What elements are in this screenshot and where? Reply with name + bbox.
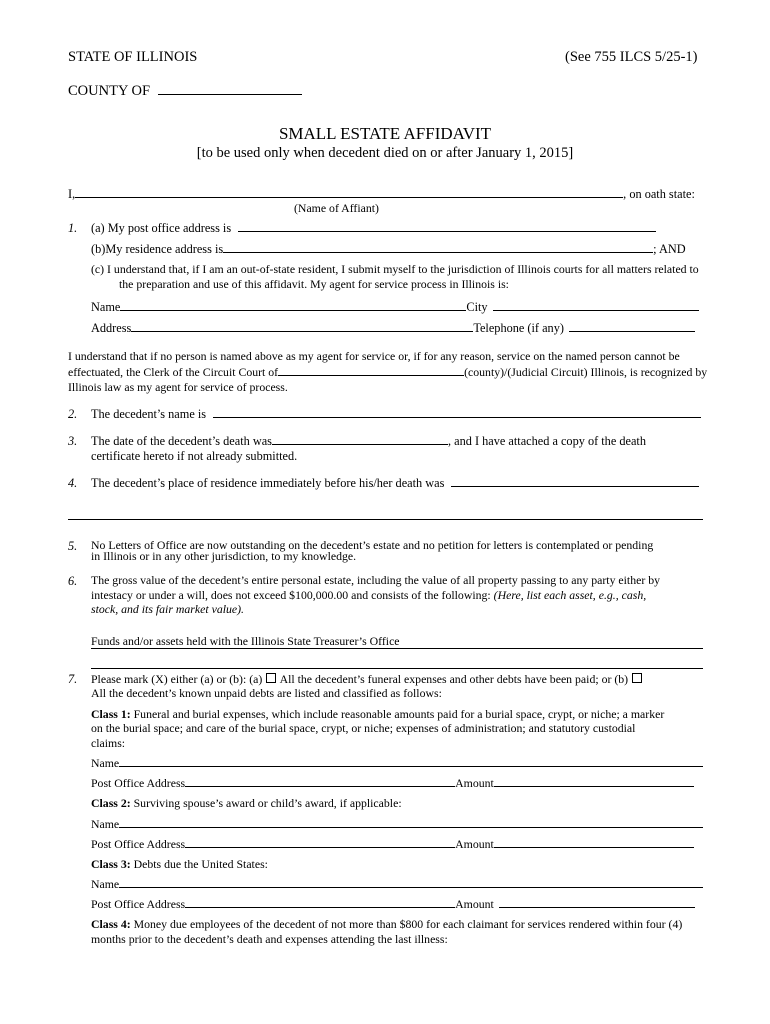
death-certificate-text: , and I have attached a copy of the death xyxy=(447,434,646,448)
class-2-amount-label: Amount xyxy=(455,837,494,851)
agent-address-label: Address xyxy=(91,321,132,335)
class-3-address-line xyxy=(91,899,695,911)
judicial-circuit-text: (county)/(Judicial Circuit) Illinois, is recognized by xyxy=(464,365,708,379)
clerk-text: effectuated, the Clerk of the Circuit Court of xyxy=(68,365,279,379)
class-2-name-field[interactable] xyxy=(119,827,703,828)
assets-line-2[interactable] xyxy=(91,668,703,669)
agent-name-label: Name xyxy=(91,300,121,314)
agent-address-line xyxy=(91,322,695,334)
class-2-label: Class 2: xyxy=(91,796,131,810)
affiant-prefix: I, xyxy=(68,187,76,201)
item-1-number: 1. xyxy=(68,221,78,235)
class-2-name-line xyxy=(91,819,703,831)
class-2-text: Surviving spouse’s award or child’s award, if applicable: xyxy=(130,796,402,810)
item-5-line2: in Illinois or in any other jurisdiction, to my knowledge. xyxy=(91,549,357,563)
item-2-line xyxy=(91,408,701,420)
item-5-number: 5. xyxy=(68,539,78,553)
county-field[interactable] xyxy=(158,94,302,95)
class-1-address-label: Post Office Address xyxy=(91,776,186,790)
item-4-number: 4. xyxy=(68,476,78,490)
item-1c-line2: the preparation and use of this affidavit. My agent for service process in Illinois is: xyxy=(119,277,509,291)
clerk-county-field[interactable] xyxy=(278,375,464,376)
class-2-amount-field[interactable] xyxy=(494,847,694,848)
county-label: COUNTY OF xyxy=(68,83,151,99)
county-line xyxy=(68,84,302,99)
state-heading: STATE OF ILLINOIS xyxy=(68,49,198,65)
class-4-line1 xyxy=(91,919,682,931)
decedent-name-label: The decedent’s name is xyxy=(91,407,207,421)
item-6-number: 6. xyxy=(68,574,78,588)
item-7-line1 xyxy=(91,673,643,686)
affiant-line xyxy=(68,188,695,200)
class-3-name-label: Name xyxy=(91,877,120,891)
agent-telephone-field[interactable] xyxy=(569,331,695,332)
class-1-line2: on the burial space; and care of the burial space, crypt, or niche; expenses of administration; and statutory custodial xyxy=(91,721,636,735)
agent-telephone-label: Telephone (if any) xyxy=(473,321,564,335)
post-office-address-field[interactable] xyxy=(238,231,656,232)
mark-instruction: Please mark (X) either (a) or (b): (a) xyxy=(91,672,263,686)
class-1-amount-label: Amount xyxy=(455,776,494,790)
class-2-name-label: Name xyxy=(91,817,120,831)
item-2-number: 2. xyxy=(68,407,78,421)
item-6-text: intestacy or under a will, does not exceed $100,000.00 and consists of the following: xyxy=(91,588,494,602)
item-3-number: 3. xyxy=(68,434,78,448)
class-2-address-field[interactable] xyxy=(185,847,455,848)
item-3-line1 xyxy=(91,435,646,447)
class-4-text: Money due employees of the decedent of not more than $800 for each claimant for services rendered within four (4) xyxy=(130,917,683,931)
item-7-line2: All the decedent’s known unpaid debts are listed and classified as follows: xyxy=(91,686,442,700)
residence-before-death-label: The decedent’s place of residence immediately before his/her death was xyxy=(91,476,445,490)
class-4-line2: months prior to the decedent’s death and expenses attending the last illness: xyxy=(91,932,448,946)
class-1-address-line xyxy=(91,778,694,790)
decedent-name-field[interactable] xyxy=(213,417,701,418)
option-a-checkbox[interactable] xyxy=(266,673,276,683)
class-2-address-label: Post Office Address xyxy=(91,837,186,851)
item-1c-line1: (c) I understand that, if I am an out-of-state resident, I submit myself to the jurisdiction of Illinois courts for all matters related to xyxy=(91,262,699,276)
class-3-text: Debts due the United States: xyxy=(130,857,268,871)
class-1-text: Funeral and burial expenses, which include reasonable amounts paid for a burial space, crypt, or niche; a marker xyxy=(130,707,665,721)
item-6-line3: stock, and its fair market value). xyxy=(91,602,245,616)
residence-and: ; AND xyxy=(653,242,686,256)
affiant-name-field[interactable] xyxy=(75,197,623,198)
form-title: SMALL ESTATE AFFIDAVIT xyxy=(278,124,492,143)
agent-paragraph-line3: Illinois law as my agent for service of process. xyxy=(68,380,288,394)
class-3-line xyxy=(91,859,268,871)
residence-address-field[interactable] xyxy=(223,252,653,253)
item-7-number: 7. xyxy=(68,672,78,686)
class-1-label: Class 1: xyxy=(91,707,131,721)
affiant-caption: (Name of Affiant) xyxy=(294,201,379,215)
item-1a-line xyxy=(91,222,656,234)
class-3-address-label: Post Office Address xyxy=(91,897,186,911)
agent-name-field[interactable] xyxy=(120,310,466,311)
class-1-name-label: Name xyxy=(91,756,120,770)
residence-before-death-field[interactable] xyxy=(451,486,699,487)
option-b-checkbox[interactable] xyxy=(632,673,642,683)
class-3-address-field[interactable] xyxy=(185,907,455,908)
agent-paragraph-line1: I understand that if no person is named above as my agent for service or, if for any reason, service on the named person cannot be xyxy=(68,349,680,363)
class-3-name-field[interactable] xyxy=(119,887,703,888)
class-3-label: Class 3: xyxy=(91,857,131,871)
option-a-text: All the decedent’s funeral expenses and other debts have been paid; or (b) xyxy=(279,672,629,686)
item-6-line1: The gross value of the decedent’s entire personal estate, including the value of all property passing to any party either by xyxy=(91,573,661,587)
state-treasurer-funds: Funds and/or assets held with the Illinois State Treasurer’s Office xyxy=(91,634,400,648)
affiant-suffix: , on oath state: xyxy=(623,187,695,201)
agent-city-label: City xyxy=(466,300,488,314)
item-4-line xyxy=(91,477,699,489)
class-3-amount-label: Amount xyxy=(455,897,494,911)
death-date-label: The date of the decedent’s death was xyxy=(91,434,272,448)
class-1-name-field[interactable] xyxy=(119,766,703,767)
agent-name-line xyxy=(91,301,699,313)
class-3-name-line xyxy=(91,879,703,891)
class-3-amount-field[interactable] xyxy=(499,907,695,908)
death-date-field[interactable] xyxy=(272,444,448,445)
class-1-address-field[interactable] xyxy=(185,786,455,787)
agent-address-field[interactable] xyxy=(131,331,473,332)
class-2-line xyxy=(91,798,402,810)
agent-paragraph-line2 xyxy=(68,367,707,379)
form-subtitle: [to be used only when decedent died on or after January 1, 2015] xyxy=(196,145,574,161)
class-1-amount-field[interactable] xyxy=(494,786,694,787)
agent-city-field[interactable] xyxy=(493,310,699,311)
statute-citation: (See 755 ILCS 5/25-1) xyxy=(565,49,698,65)
item-6-instructions: (Here, list each asset, e.g., cash, xyxy=(493,588,647,602)
residence-label: (b)My residence address is xyxy=(91,242,224,256)
item-3-line2: certificate hereto if not already submitted. xyxy=(91,449,298,463)
item-5-line1: No Letters of Office are now outstanding on the decedent’s estate and no petition for letters is contemplated or pending xyxy=(91,538,654,552)
item-6-line2 xyxy=(91,590,646,602)
class-2-address-line xyxy=(91,839,694,851)
class-1-line1 xyxy=(91,709,664,721)
class-1-name-line xyxy=(91,758,703,770)
class-4-label: Class 4: xyxy=(91,917,131,931)
post-office-label: (a) My post office address is xyxy=(91,221,232,235)
item-1b-line xyxy=(91,243,686,255)
residence-continuation-line[interactable] xyxy=(68,519,703,520)
class-1-line3: claims: xyxy=(91,736,126,750)
assets-line-1[interactable] xyxy=(91,648,703,649)
